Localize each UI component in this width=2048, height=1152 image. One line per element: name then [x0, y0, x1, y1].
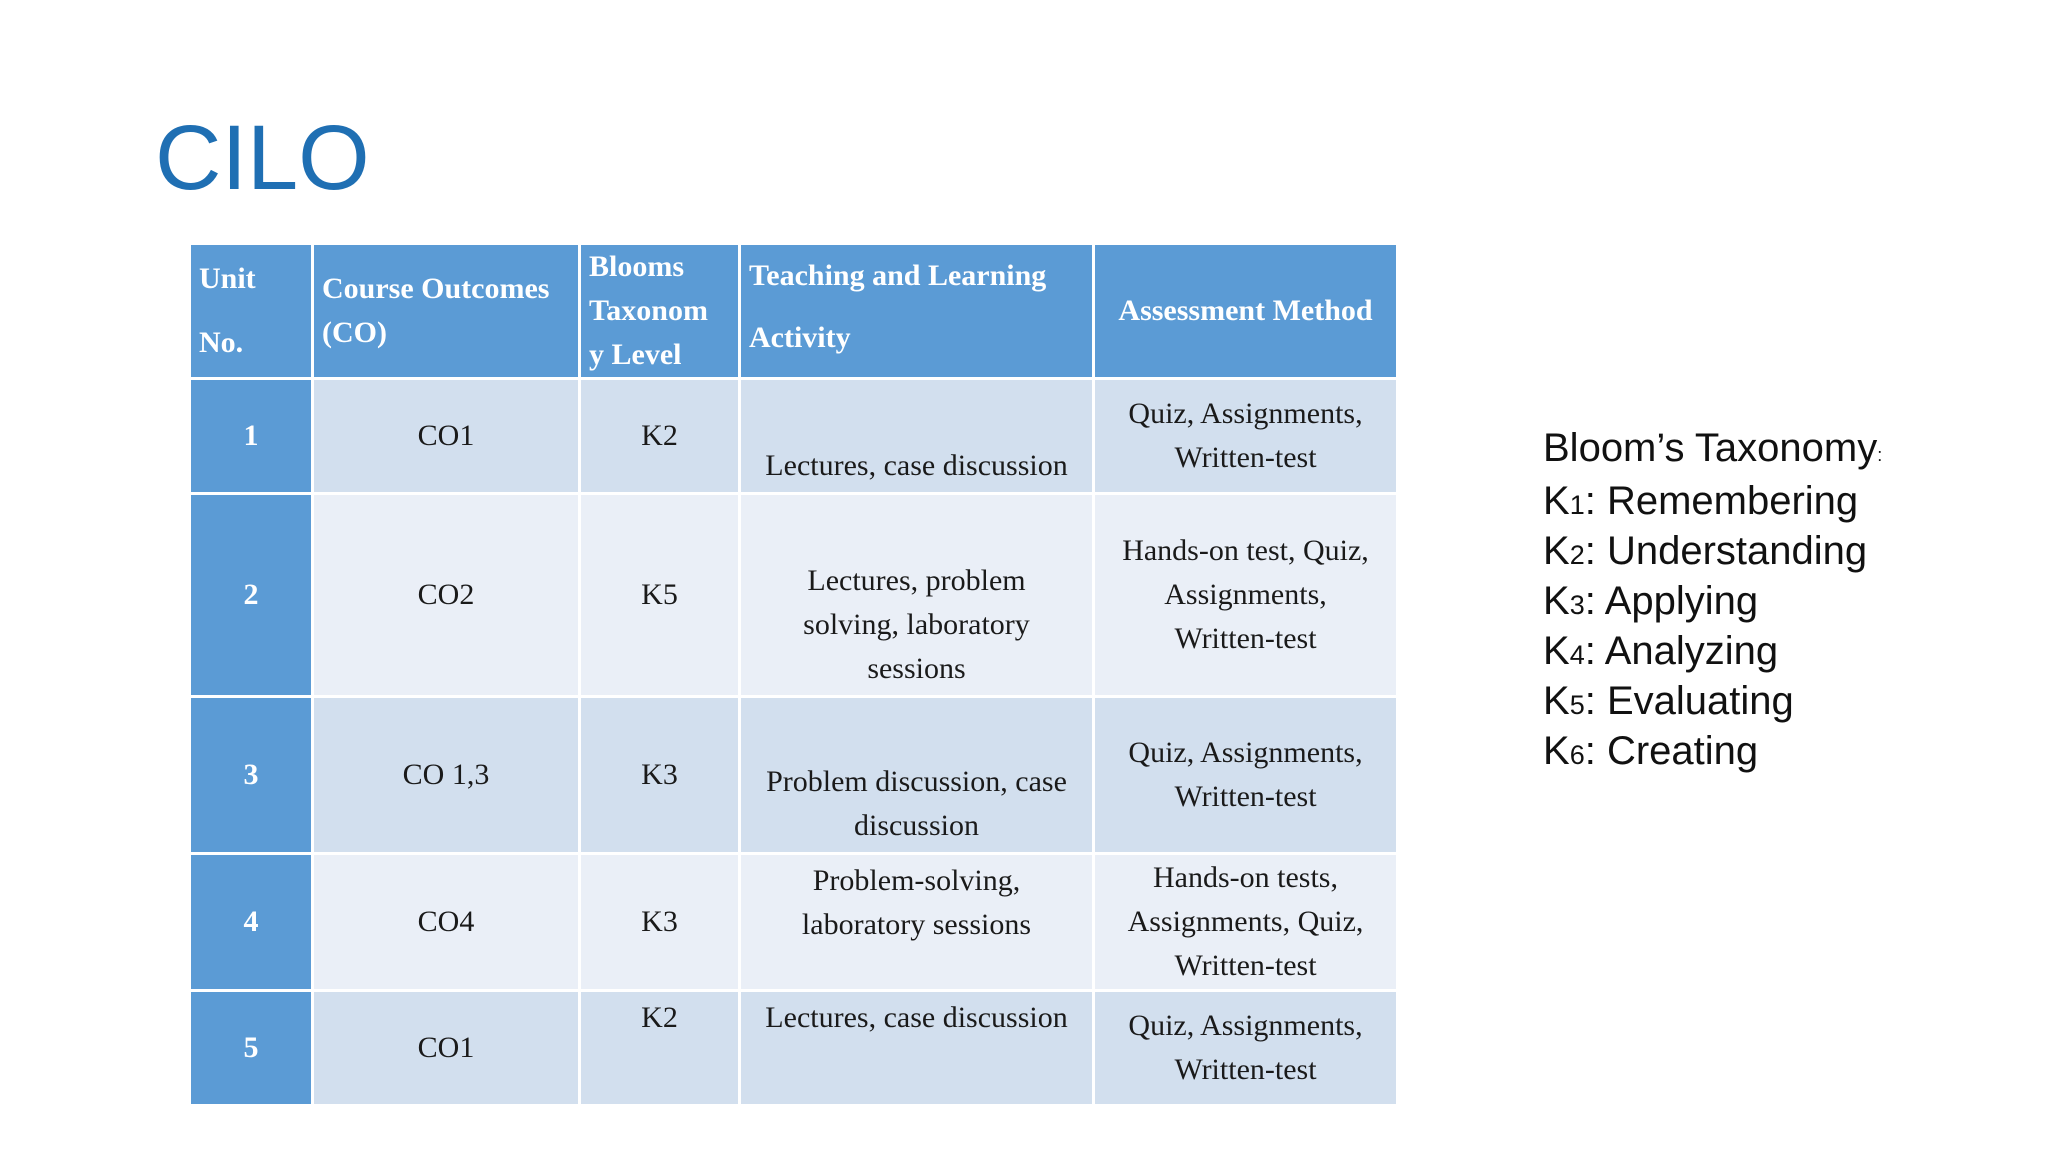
legend-item-text: : Analyzing [1584, 629, 1779, 673]
blooms-level-cell: K3 [580, 697, 740, 854]
assessment-line: Assignments, Quiz, [1127, 905, 1364, 938]
legend-item-k5 [1543, 678, 1882, 728]
header-unit-no [190, 244, 313, 379]
table-header-row [190, 244, 1398, 379]
assessment-line: Quiz, Assignments, [1128, 736, 1363, 769]
activity-cell [740, 991, 1094, 1106]
assessment-cell [1094, 991, 1398, 1106]
header-blooms-line-2: Taxonom [589, 294, 708, 327]
activity-cell [740, 379, 1094, 494]
header-course-outcomes [313, 244, 580, 379]
unit-number-cell: 2 [190, 494, 313, 697]
legend-item-text: : Applying [1584, 579, 1759, 623]
assessment-line: Written-test [1174, 441, 1317, 474]
assessment-cell [1094, 379, 1398, 494]
legend-k-letter: K [1543, 679, 1570, 723]
header-assessment-method: Assessment Method [1094, 244, 1398, 379]
assessment-line: Assignments, [1164, 578, 1327, 611]
legend-item-k4 [1543, 628, 1882, 678]
legend-item-k2 [1543, 528, 1882, 578]
legend-k-subscript: 3 [1569, 590, 1585, 620]
legend-k-letter: K [1543, 629, 1570, 673]
header-unit-line-1: Unit [199, 262, 256, 295]
activity-line: Problem-solving, [812, 864, 1021, 897]
legend-title-colon: : [1877, 445, 1883, 465]
course-outcome-cell: CO2 [313, 494, 580, 697]
header-activity-line-2: Activity [749, 321, 851, 354]
assessment-cell [1094, 494, 1398, 697]
assessment-line: Written-test [1174, 949, 1317, 982]
legend-item-text: : Evaluating [1584, 679, 1794, 723]
legend-k-subscript: 6 [1569, 740, 1585, 770]
blooms-taxonomy-legend [1543, 425, 1882, 778]
course-outcome-cell: CO1 [313, 991, 580, 1106]
assessment-line: Quiz, Assignments, [1128, 1009, 1363, 1042]
legend-item-text: : Understanding [1584, 529, 1868, 573]
header-activity-line-1: Teaching and Learning [749, 259, 1047, 292]
activity-line: Lectures, case discussion [765, 1001, 1068, 1034]
blooms-level-cell: K2 [580, 379, 740, 494]
header-co-line-1: Course Outcomes [322, 272, 550, 305]
activity-cell [740, 697, 1094, 854]
header-blooms-line-1: Blooms [589, 250, 685, 283]
header-co-line-2: (CO) [322, 316, 387, 349]
legend-item-text: : Creating [1584, 729, 1759, 773]
legend-item-text: : Remembering [1584, 479, 1859, 523]
legend-k-letter: K [1543, 579, 1570, 623]
page-title: CILO [155, 107, 370, 209]
legend-item-k3 [1543, 578, 1882, 628]
legend-k-subscript: 4 [1569, 640, 1585, 670]
legend-k-subscript: 2 [1569, 540, 1585, 570]
legend-k-subscript: 5 [1569, 690, 1585, 720]
legend-k-letter: K [1543, 729, 1570, 773]
cilo-table [188, 242, 1399, 1107]
legend-title-text: Bloom’s Taxonomy [1543, 426, 1878, 470]
activity-line: laboratory sessions [801, 908, 1032, 941]
header-teaching-activity [740, 244, 1094, 379]
assessment-line: Written-test [1174, 1053, 1317, 1086]
legend-k-subscript: 1 [1569, 490, 1585, 520]
legend-k-letter: K [1543, 479, 1570, 523]
unit-number-cell: 5 [190, 991, 313, 1106]
activity-line: Lectures, problem [807, 564, 1026, 597]
activity-line: discussion [853, 809, 979, 842]
header-unit-line-2: No. [199, 326, 244, 359]
table-row [190, 379, 1398, 494]
assessment-line: Hands-on test, Quiz, [1122, 534, 1369, 567]
assessment-line: Quiz, Assignments, [1128, 397, 1363, 430]
unit-number-cell: 4 [190, 854, 313, 991]
assessment-line: Hands-on tests, [1153, 861, 1338, 894]
course-outcome-cell: CO 1,3 [313, 697, 580, 854]
activity-line: sessions [867, 652, 966, 685]
course-outcome-cell: CO4 [313, 854, 580, 991]
table-row [190, 854, 1398, 991]
blooms-level-cell: K3 [580, 854, 740, 991]
activity-cell [740, 854, 1094, 991]
legend-k-letter: K [1543, 529, 1570, 573]
unit-number-cell: 1 [190, 379, 313, 494]
legend-item-k6 [1543, 728, 1882, 778]
assessment-line: Written-test [1174, 622, 1317, 655]
activity-line: Problem discussion, case [766, 765, 1067, 798]
activity-line: solving, laboratory [803, 608, 1030, 641]
legend-item-k1 [1543, 478, 1882, 528]
table-row [190, 697, 1398, 854]
activity-line: Lectures, case discussion [765, 449, 1068, 482]
header-blooms-line-3: y Level [589, 338, 682, 371]
assessment-line: Written-test [1174, 780, 1317, 813]
unit-number-cell: 3 [190, 697, 313, 854]
course-outcome-cell: CO1 [313, 379, 580, 494]
blooms-level-cell: K5 [580, 494, 740, 697]
assessment-cell [1094, 697, 1398, 854]
legend-title [1543, 425, 1882, 478]
assessment-cell [1094, 854, 1398, 991]
activity-cell [740, 494, 1094, 697]
table-row [190, 991, 1398, 1106]
header-blooms-level [580, 244, 740, 379]
table-row [190, 494, 1398, 697]
blooms-level-cell: K2 [580, 991, 740, 1106]
